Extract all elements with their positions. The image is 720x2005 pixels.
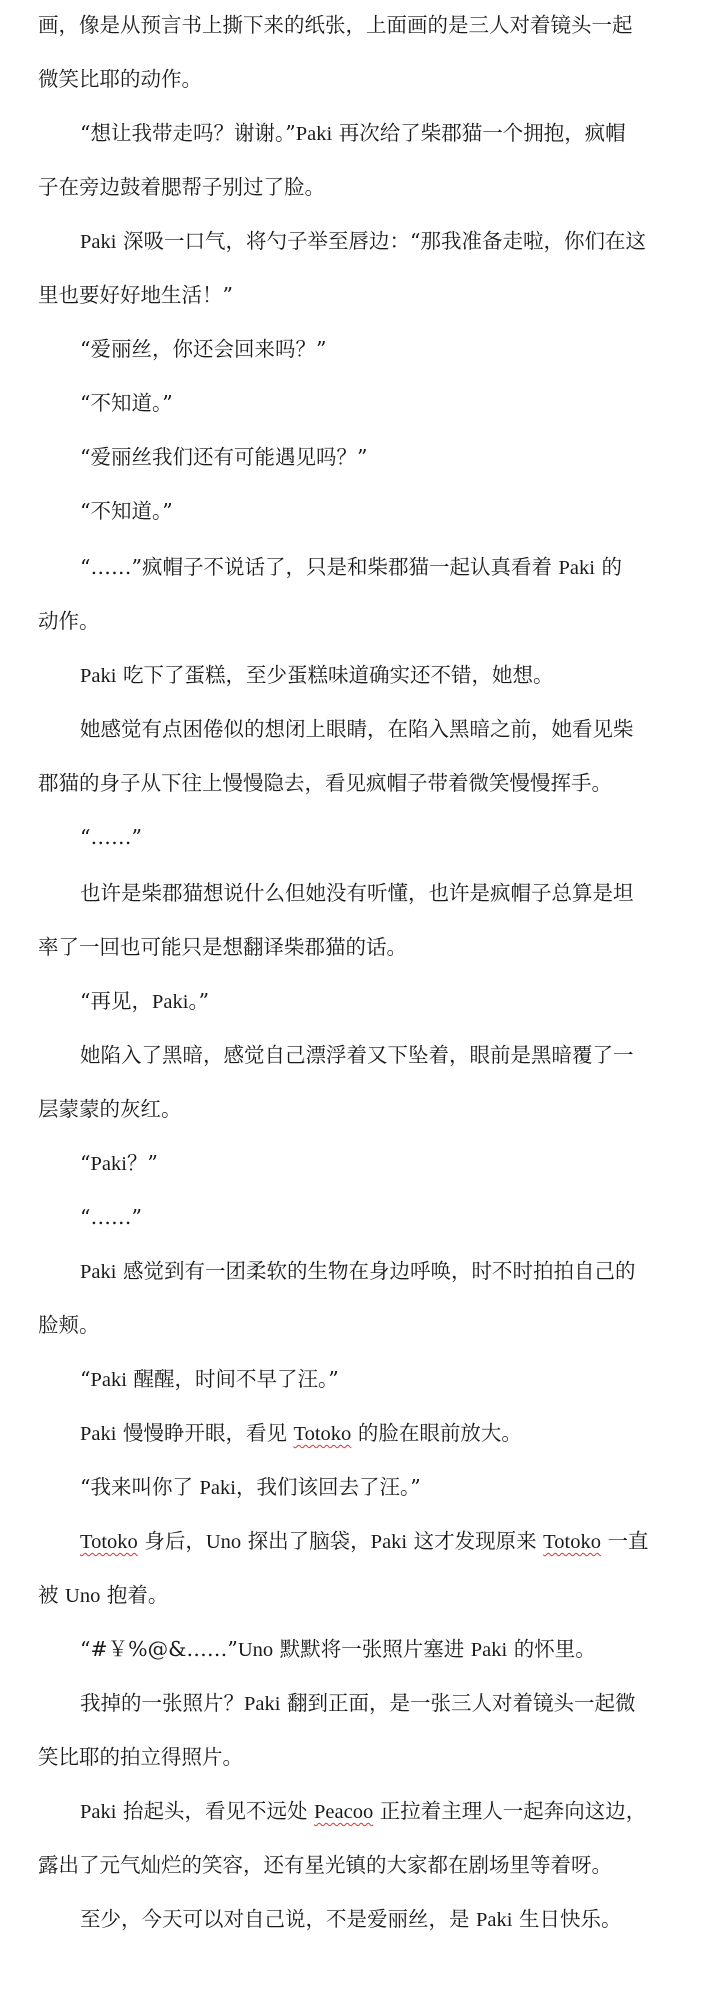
text-segment: 生日快乐。 — [512, 1907, 622, 1931]
text-segment: Paki — [90, 1153, 127, 1175]
text-line — [80, 1202, 142, 1232]
text-segment: “不知道。” — [80, 499, 173, 523]
text-segment: ，我们该回去了汪。” — [235, 1475, 421, 1499]
text-segment: Paki — [80, 1261, 117, 1283]
text-segment: “不知道。” — [80, 391, 173, 415]
text-segment: 脸颊。 — [38, 1313, 100, 1337]
text-line — [80, 1472, 421, 1502]
text-segment: 微笑比耶的动作。 — [38, 67, 202, 91]
text-line — [80, 118, 626, 148]
text-segment: 至少，今天可以对自己说，不是爱丽丝，是 — [80, 1907, 477, 1931]
text-segment: 这才发现原来 — [407, 1529, 544, 1553]
text-segment: 吃下了蛋糕，至少蛋糕味道确实还不错，她想。 — [116, 663, 554, 687]
text-line — [80, 1904, 622, 1934]
text-line — [80, 1796, 646, 1826]
text-segment: 郡猫的身子从下往上慢慢隐去，看见疯帽子带着微笑慢慢挥手。 — [38, 771, 612, 795]
text-segment: “……” — [80, 1205, 142, 1229]
text-line — [80, 1418, 522, 1448]
text-line — [80, 660, 553, 690]
text-segment: Paki — [90, 1369, 127, 1391]
text-segment: Uno — [237, 1639, 274, 1661]
text-segment: “……” — [80, 825, 142, 849]
text-segment: 慢慢睁开眼，看见 — [116, 1421, 294, 1445]
text-line — [80, 388, 173, 418]
spellcheck-flagged-word: Peacoo — [314, 1801, 374, 1823]
text-segment: “爱丽丝，你还会回来吗？” — [80, 337, 327, 361]
text-segment: 我掉的一张照片？ — [80, 1691, 244, 1715]
text-segment: 感觉到有一团柔软的生物在身边呼唤，时不时拍拍自己的 — [116, 1259, 636, 1283]
text-line — [80, 496, 173, 526]
text-segment: 笑比耶的拍立得照片。 — [38, 1745, 243, 1769]
text-segment: 身后， — [137, 1529, 206, 1553]
text-segment: 画，像是从预言书上撕下来的纸张，上面画的是三人对着镜头一起 — [38, 13, 633, 37]
text-segment: 醒醒，时间不早了汪。” — [126, 1367, 339, 1391]
text-segment: 深吸一口气，将勺子举至唇边：“那我准备走啦，你们在这 — [116, 229, 646, 253]
text-line — [38, 1310, 100, 1340]
text-segment: “想让我带走吗？谢谢。” — [80, 121, 296, 145]
spellcheck-flagged-word: Totoko — [80, 1531, 138, 1553]
text-segment: 抬起头，看见不远处 — [116, 1799, 314, 1823]
text-segment: Paki — [476, 1909, 513, 1931]
text-line — [80, 822, 142, 852]
text-segment: Paki — [244, 1693, 281, 1715]
text-segment: Paki — [80, 665, 117, 687]
text-segment: 动作。 — [38, 609, 100, 633]
text-line — [38, 1580, 168, 1610]
text-segment: Paki — [80, 231, 117, 253]
text-segment: 默默将一张照片塞进 — [273, 1637, 471, 1661]
text-line — [80, 552, 622, 582]
text-segment: 露出了元气灿烂的笑容，还有星光镇的大家都在剧场里等着呀。 — [38, 1853, 612, 1877]
text-line — [80, 1634, 596, 1664]
text-segment: 一直 — [600, 1529, 649, 1553]
text-line — [80, 442, 367, 472]
text-segment: Paki — [558, 557, 595, 579]
text-segment: Paki — [80, 1423, 117, 1445]
text-segment: 也许是柴郡猫想说什么但她没有听懂，也许是疯帽子总算是坦 — [80, 881, 634, 905]
text-line — [80, 1364, 339, 1394]
text-segment: “#￥%@&……” — [80, 1637, 238, 1661]
text-segment: Paki — [80, 1801, 117, 1823]
text-segment: 子在旁边鼓着腮帮子别过了脸。 — [38, 175, 325, 199]
text-segment: Paki — [370, 1531, 408, 1553]
text-segment: 层蒙蒙的灰红。 — [38, 1097, 182, 1121]
text-segment: 探出了脑袋， — [241, 1529, 371, 1553]
spellcheck-flagged-word: Totoko — [543, 1531, 601, 1553]
text-line — [80, 1688, 635, 1718]
text-line — [38, 172, 325, 202]
text-segment: Paki — [295, 123, 333, 145]
text-line — [80, 1256, 635, 1286]
text-segment: “ — [80, 1367, 91, 1391]
text-line — [38, 280, 233, 310]
text-segment: 翻到正面，是一张三人对着镜头一起微 — [280, 1691, 636, 1715]
text-line — [80, 1148, 158, 1178]
text-segment: 她感觉有点困倦似的想闭上眼睛，在陷入黑暗之前，她看见柴 — [80, 717, 634, 741]
text-line — [80, 878, 634, 908]
text-segment: 再次给了柴郡猫一个拥抱，疯帽 — [332, 121, 626, 145]
text-segment: 被 — [38, 1583, 66, 1607]
text-segment: 的 — [594, 555, 622, 579]
text-line — [38, 10, 633, 40]
text-segment: “……”疯帽子不说话了，只是和柴郡猫一起认真看着 — [80, 555, 559, 579]
text-line — [38, 1850, 612, 1880]
text-segment: “再见， — [80, 989, 152, 1013]
text-segment: 的脸在眼前放大。 — [351, 1421, 522, 1445]
text-line — [80, 986, 209, 1016]
text-line — [38, 606, 100, 636]
text-segment: 率了一回也可能只是想翻译柴郡猫的话。 — [38, 935, 407, 959]
text-line — [80, 334, 326, 364]
text-segment: Uno — [65, 1585, 101, 1607]
text-line — [38, 768, 612, 798]
text-segment: 。” — [188, 989, 210, 1013]
text-segment: 的怀里。 — [507, 1637, 596, 1661]
text-segment: Paki — [199, 1477, 236, 1499]
text-line — [38, 932, 407, 962]
text-segment: Paki — [470, 1639, 508, 1661]
text-segment: Paki — [151, 991, 189, 1013]
text-line — [38, 1742, 243, 1772]
text-line — [80, 1040, 634, 1070]
spellcheck-flagged-word: Totoko — [293, 1423, 352, 1445]
text-segment: Uno — [205, 1531, 242, 1553]
text-segment: 里也要好好地生活！” — [38, 283, 233, 307]
text-segment: ？” — [126, 1151, 158, 1175]
text-line — [38, 1094, 182, 1124]
text-segment: “我来叫你了 — [80, 1475, 200, 1499]
text-segment: “爱丽丝我们还有可能遇见吗？” — [80, 445, 368, 469]
text-line — [38, 64, 202, 94]
text-segment: 抱着。 — [100, 1583, 169, 1607]
text-segment: 正拉着主理人一起奔向这边， — [373, 1799, 647, 1823]
text-segment: “ — [80, 1151, 91, 1175]
text-line — [80, 1526, 649, 1556]
text-segment: 她陷入了黑暗，感觉自己漂浮着又下坠着，眼前是黑暗覆了一 — [80, 1043, 634, 1067]
text-line — [80, 714, 634, 744]
text-line — [80, 226, 646, 256]
